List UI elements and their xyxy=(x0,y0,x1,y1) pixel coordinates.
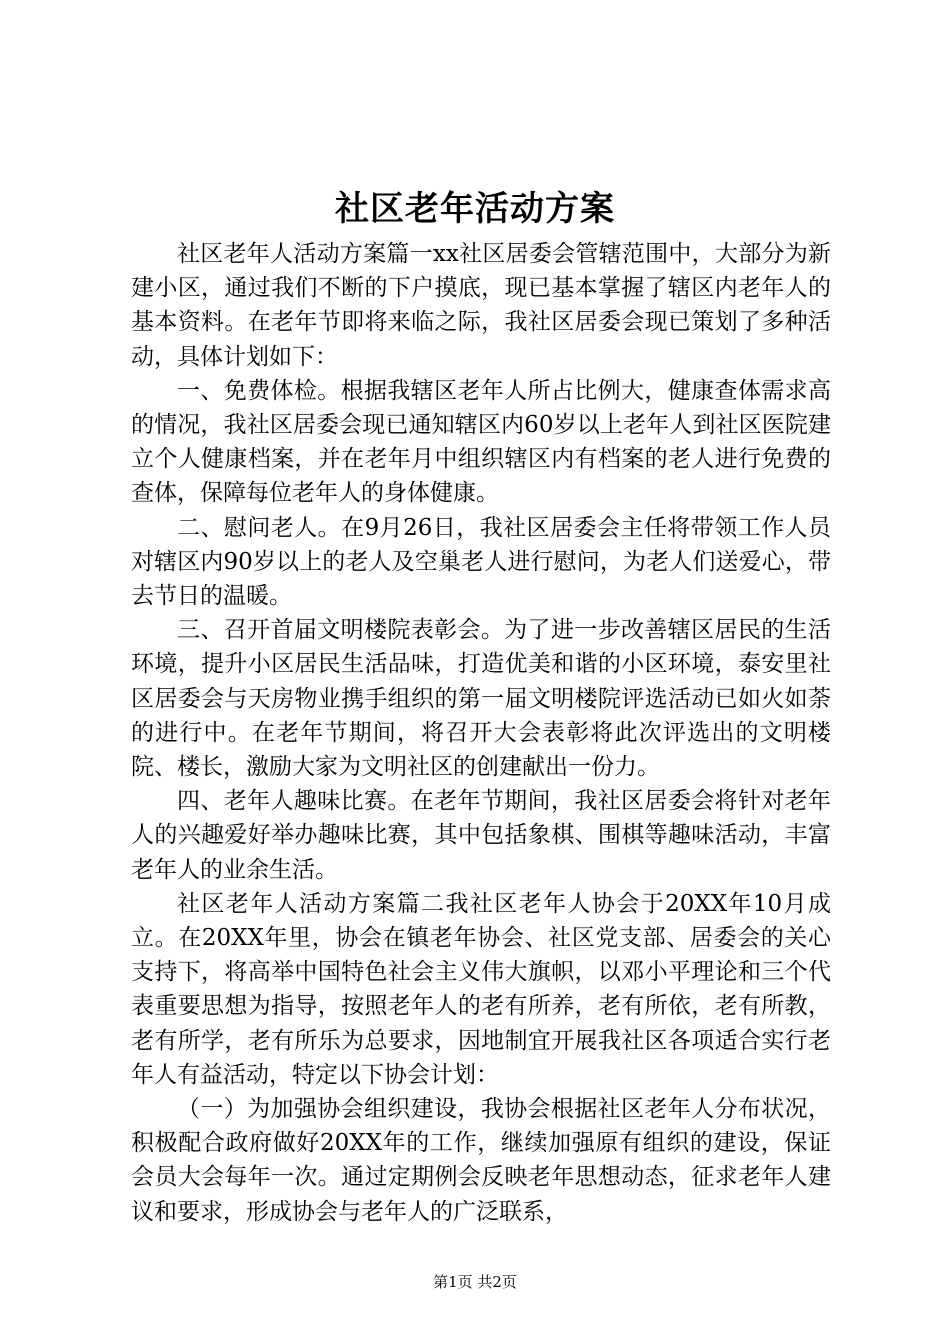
paragraph: （一）为加强协会组织建设，我协会根据社区老年人分布状况，积极配合政府做好20XX年的工作，继续加强原有组织的建设，保证会员大会每年一次。通过定期例会反映老年思想动态，征求老年人建议和要求，形成协会与老年人的广泛联系， xyxy=(131,1096,831,1225)
paragraph: 社区老年人活动方案篇二我社区老年人协会于20XX年10月成立。在20XX年里，协会在镇老年协会、社区党支部、居委会的关心支持下，将高举中国特色社会主义伟大旗帜，以邓小平理论和三个代表重要思想为指导，按照老年人的老有所养，老有所依，老有所教，老有所学，老有所乐为总要求，因地制宜开展我社区各项适合实行老年人有益活动，特定以下协会计划： xyxy=(131,890,831,1088)
paragraph: 社区老年人活动方案篇一xx社区居委会管辖范围中，大部分为新建小区，通过我们不断的下户摸底，现已基本掌握了辖区内老年人的基本资料。在老年节即将来临之际，我社区居委会现已策划了多种活动，具体计划如下： xyxy=(131,241,831,370)
page-footer: 第1页 共2页 xyxy=(433,1273,517,1291)
paragraph: 三、召开首届文明楼院表彰会。为了进一步改善辖区居民的生活环境，提升小区居民生活品味，打造优美和谐的小区环境，泰安里社区居委会与天房物业携手组织的第一届文明楼院评选活动已如火如荼的进行中。在老年节期间，将召开大会表彰将此次评选出的文明楼院、楼长，激励大家为文明社区的创建献出一份力。 xyxy=(131,617,831,781)
paragraph: 一、免费体检。根据我辖区老年人所占比例大，健康查体需求高的情况，我社区居委会现已通知辖区内60岁以上老年人到社区医院建立个人健康档案，并在老年月中组织辖区内有档案的老人进行免费的查体，保障每位老年人的身体健康。 xyxy=(131,377,831,507)
paragraph: 二、慰问老人。在9月26日，我社区居委会主任将带领工作人员对辖区内90岁以上的老人及空巢老人进行慰问，为老人们送爱心，带去节日的温暖。 xyxy=(131,514,831,610)
paragraph: 四、老年人趣味比赛。在老年节期间，我社区居委会将针对老年人的兴趣爱好举办趣味比赛，其中包括象棋、围棋等趣味活动，丰富老年人的业余生活。 xyxy=(131,788,831,883)
document-body xyxy=(131,237,831,1229)
document-title: 社区老年活动方案 xyxy=(335,189,615,229)
